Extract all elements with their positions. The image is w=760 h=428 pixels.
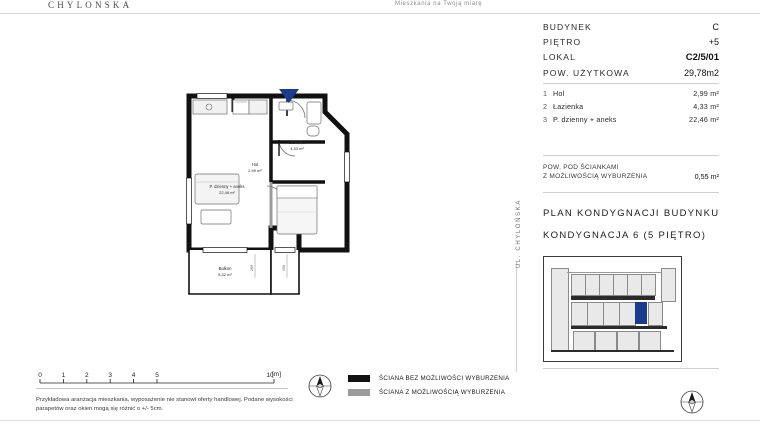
disclaimer-text xyxy=(36,396,316,414)
keyplan-corridor-core xyxy=(571,296,655,300)
wall-legend xyxy=(348,375,523,403)
legend-swatch-solid-wall xyxy=(348,375,370,382)
keyplan-band xyxy=(571,326,667,329)
svg-text:1: 1 xyxy=(61,372,66,379)
dimension-label: 260 xyxy=(250,265,254,271)
apartment-outer-wall xyxy=(189,96,347,250)
compass-needle-north xyxy=(317,376,324,386)
info-row-unit xyxy=(543,52,719,63)
svg-text:3: 3 xyxy=(108,372,113,379)
keyplan-unit xyxy=(585,274,600,296)
keyplan-divider xyxy=(516,262,517,372)
svg-text:5: 5 xyxy=(155,372,159,379)
svg-text:0: 0 xyxy=(38,372,42,379)
keyplan-unit xyxy=(587,302,604,326)
room-number: 2 xyxy=(543,102,548,111)
info-value-area: 29,78m2 xyxy=(683,68,719,78)
pillow xyxy=(277,186,317,198)
plan-title-line1: PLAN KONDYGNACJI BUDYNKU xyxy=(543,208,720,219)
info-value-unit: C2/5/01 xyxy=(685,52,719,63)
window xyxy=(187,178,192,224)
keyplan-unit xyxy=(571,274,586,296)
keyplan-base xyxy=(551,350,674,352)
keyplan-corridor xyxy=(567,272,667,273)
window xyxy=(275,248,295,253)
brand-logo: CHYLONSKA xyxy=(48,0,133,10)
window xyxy=(197,94,227,99)
compass-needle-north xyxy=(689,392,696,402)
legend-label-demolishable-wall: ŚCIANA Z MOŻLIWOŚCIĄ WYBURZENIA xyxy=(379,389,506,396)
kitchen-counter xyxy=(193,100,227,114)
info-divider-2 xyxy=(543,155,719,156)
keyplan-bottom-divider xyxy=(543,368,719,369)
demolishable-area-value: 0,55 m² xyxy=(694,172,719,181)
label-balcony-area: 8,32 m² xyxy=(218,272,232,277)
info-value-floor: +5 xyxy=(708,37,719,47)
legend-label-solid-wall: ŚCIANA BEZ MOŻLIWOŚCI WYBURZENIA xyxy=(379,375,510,382)
label-bath-area: 4,33 m² xyxy=(290,146,304,151)
keyplan-inner xyxy=(549,262,676,356)
keyplan-unit xyxy=(599,274,614,296)
keyplan-highlighted-unit xyxy=(635,302,647,324)
keyplan-unit xyxy=(573,331,595,351)
keyplan-unit xyxy=(641,274,656,296)
plan-title-line2: KONDYGNACJA 6 (5 PIĘTRO) xyxy=(543,230,707,241)
info-label-building: BUDYNEK xyxy=(543,22,592,32)
room-area: 2,99 m² xyxy=(693,89,719,98)
info-label-area: POW. UŻYTKOWA xyxy=(543,68,630,78)
keyplan-unit xyxy=(619,302,636,326)
floorplan-drawing xyxy=(175,82,375,322)
info-label-unit: LOKAL xyxy=(543,52,576,62)
disclaimer-line: Przykładowa aranżacja mieszkania, wyposażenie nie stanowi oferty handlowej. Podane wysokości parapetów oraz okien mogą się różnić o +/- 5cm. xyxy=(36,397,293,412)
room-name: Hol xyxy=(553,89,565,98)
room-row xyxy=(543,102,719,111)
legend-row xyxy=(348,375,523,382)
keyplan-unit xyxy=(571,302,588,326)
demolishable-area-line2: Z MOŻLIWOŚCIĄ WYBURZENIA xyxy=(543,173,648,180)
scale-bar xyxy=(36,372,286,386)
balcony-door xyxy=(203,248,247,253)
room-number: 1 xyxy=(543,89,548,98)
toilet xyxy=(307,126,319,136)
label-bath-name: Łazienka xyxy=(288,140,306,145)
keyplan-unit xyxy=(648,302,663,326)
plan-title xyxy=(543,208,733,241)
compass-rose-right xyxy=(678,388,706,416)
svg-text:2: 2 xyxy=(84,372,89,379)
street-label: UL. CHYLOŃSKA xyxy=(516,199,522,268)
sofa xyxy=(195,174,239,204)
entrance-marker xyxy=(278,88,300,104)
room-area: 4,33 m² xyxy=(693,102,719,111)
svg-text:10: 10 xyxy=(266,372,274,379)
keyplan-unit xyxy=(613,274,628,296)
kitchen-cabinet xyxy=(249,100,267,114)
keyplan-unit xyxy=(627,274,642,296)
info-row-building xyxy=(543,22,719,32)
label-living-area: 22,46 m² xyxy=(219,190,235,195)
demolishable-area-text xyxy=(543,163,647,181)
label-balcony-name: Balkon xyxy=(218,266,232,271)
building-keyplan xyxy=(543,256,682,362)
keyplan-unit xyxy=(595,331,617,351)
room-row xyxy=(543,89,719,98)
info-value-building: C xyxy=(712,22,719,32)
info-label-floor: PIĘTRO xyxy=(543,37,582,47)
keyplan-unit xyxy=(639,331,661,351)
keyplan-unit xyxy=(617,331,639,351)
legend-swatch-demolishable-wall xyxy=(348,389,370,396)
compass-needle-south xyxy=(317,386,324,396)
room-number: 3 xyxy=(543,115,548,124)
info-row-floor xyxy=(543,37,719,47)
label-living-name: P. dzienny + aneks xyxy=(209,184,245,189)
dimension-label: 150 xyxy=(282,265,286,271)
room-area: 22,46 m² xyxy=(689,115,719,124)
demolishable-area-note xyxy=(543,163,719,181)
label-hall-name: Hol xyxy=(251,162,259,167)
room-schedule xyxy=(543,89,719,128)
compass-needle-south xyxy=(689,402,696,412)
keyplan-block xyxy=(551,268,569,352)
footer-divider xyxy=(0,420,760,421)
entrance-arrow-icon xyxy=(279,89,299,103)
info-divider-3 xyxy=(543,192,719,193)
legend-row xyxy=(348,389,523,396)
room-row xyxy=(543,115,719,124)
keyplan-unit xyxy=(603,302,620,326)
coffee-table xyxy=(201,210,231,224)
window xyxy=(345,152,350,182)
scale-divider xyxy=(36,388,288,389)
svg-text:4: 4 xyxy=(131,372,136,379)
apartment-info xyxy=(543,22,719,83)
room-name: P. dzienny + aneks xyxy=(553,115,617,124)
balcony-outline-right xyxy=(271,250,299,294)
brand-tagline: Mieszkania na Twoją miarę xyxy=(395,1,483,7)
label-hall-area: 2,99 m² xyxy=(248,168,262,173)
header-divider xyxy=(0,13,760,14)
keyplan-block xyxy=(661,268,676,302)
info-divider-1 xyxy=(543,83,719,84)
demolishable-area-line1: POW. POD ŚCIANKAMI xyxy=(543,164,619,171)
info-row-area xyxy=(543,68,719,78)
room-name: Łazienka xyxy=(553,102,584,111)
scale-unit-label: [m] xyxy=(272,371,282,378)
compass-rose-left xyxy=(306,372,334,400)
shower xyxy=(307,102,321,124)
